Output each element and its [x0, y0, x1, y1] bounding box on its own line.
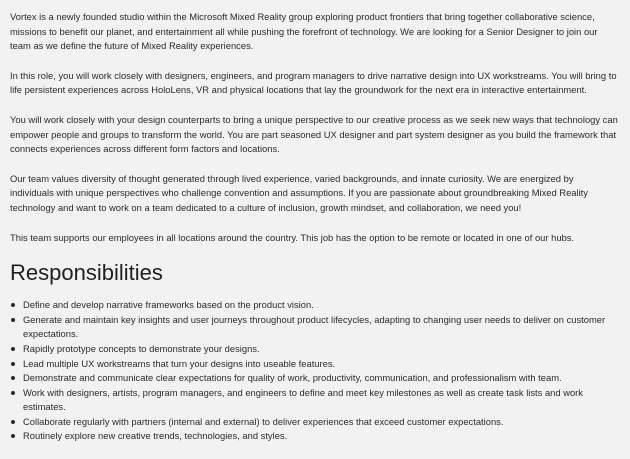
responsibility-text: Define and develop narrative frameworks based on the product vision.: [23, 299, 314, 311]
responsibility-item: [10, 386, 618, 415]
bullet-icon: [11, 303, 15, 307]
collaboration-paragraph: You will work closely with your design counterparts to bring a unique perspective to our creative process as we seek new ways that technology can empower people and groups to transform the world. You are part seasoned UX designer and part system designer as you build the framework that connects experiences across different form factors and locations.: [10, 113, 618, 155]
intro-paragraph: Vortex is a newly founded studio within the Microsoft Mixed Reality group exploring product frontiers that bring together collaborative science, missions to benefit our planet, and entertainment all while pushing the forefront of technology. We are looking for a Senior Designer to join our team as we define the future of Mixed Reality experiences.: [10, 11, 598, 52]
responsibilities-heading: Responsibilities: [10, 260, 163, 286]
responsibility-text: Collaborate regularly with partners (internal and external) to deliver experiences that exceed customer expectations.: [23, 415, 504, 427]
diversity-paragraph: Our team values diversity of thought generated through lived experience, varied backgrounds, and innate curiosity. We are energized by individuals with unique perspectives who challenge convention and assumptions. If you are passionate about groundbreaking Mixed Reality technology and want to work on a team dedicated to a culture of inclusion, growth mindset, and collaboration, we need you!: [10, 172, 588, 213]
bullet-icon: [11, 318, 15, 322]
bullet-icon: [11, 347, 15, 351]
responsibility-text: Demonstrate and communicate clear expectations for quality of work, productivity, communication, and professionalism with team.: [23, 372, 562, 384]
responsibility-item: [10, 298, 618, 313]
location-paragraph: This team supports our employees in all locations around the country. This job has the option to be remote or located in one of our hubs.: [10, 231, 575, 243]
role-paragraph: In this role, you will work closely with designers, engineers, and program managers to drive narrative design into UX workstreams. You will bring to life persistent experiences across HoloLens, VR and physical locations that lay the groundwork for the next era in interactive entertainment.: [10, 69, 617, 96]
bullet-icon: [11, 362, 15, 366]
bullet-icon: [11, 434, 15, 438]
bullet-icon: [11, 420, 15, 424]
responsibility-item: [10, 415, 618, 430]
responsibility-item: [10, 357, 618, 372]
responsibility-text: Routinely explore new creative trends, technologies, and styles.: [23, 430, 288, 442]
responsibility-item: [10, 371, 618, 386]
responsibility-text: Generate and maintain key insights and user journeys throughout product lifecycles, adapting to changing user needs to deliver on customer expectations.: [23, 313, 606, 340]
bullet-icon: [11, 391, 15, 395]
responsibility-item: [10, 342, 618, 357]
bullet-icon: [11, 376, 15, 380]
responsibilities-list: [10, 298, 618, 444]
responsibility-text: Lead multiple UX workstreams that turn your designs into useable features.: [23, 357, 336, 369]
responsibility-item: [10, 313, 618, 342]
responsibility-text: Rapidly prototype concepts to demonstrate your designs.: [23, 342, 260, 354]
responsibility-text: Work with designers, artists, program managers, and engineers to define and meet key milestones as well as create task lists and work estimates.: [23, 386, 583, 413]
responsibility-item: [10, 429, 618, 444]
